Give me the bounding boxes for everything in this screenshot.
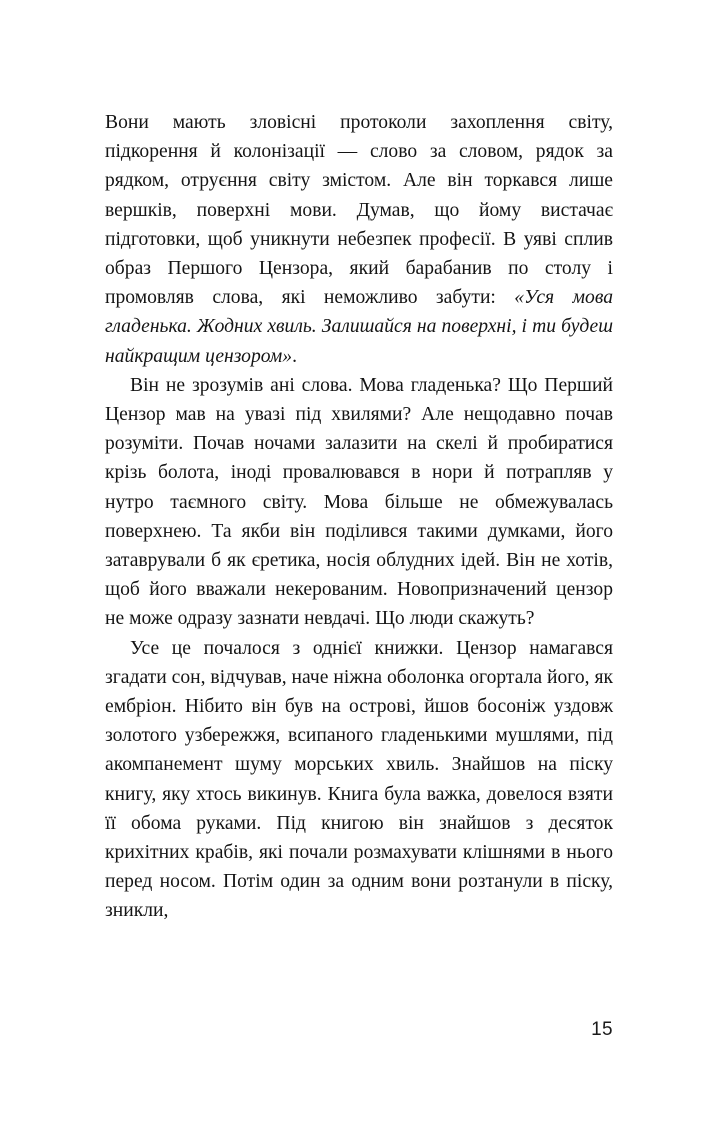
page-number: 15 [591,1019,613,1040]
paragraph-2: Він не зрозумів ані слова. Мова гладенька? Що Перший Цензор мав на увазі під хвилями? Але нещодавно почав розуміти. Почав ночами залазити на скелі й пробиратися крізь болота, іноді провалювався в нори й потрапляв у нутро таємного світу. Мова більше не обмежувалась поверхнею. Та якби він поділився такими думками, його затаврували б як єретика, носія облудних ідей. Він не хотів, щоб його вважали некерованим. Новопризначений цензор не може одразу зазнати невдачі. Що люди скажуть? [105,374,613,630]
paragraph-1-tail-text: . [292,345,298,367]
paragraph-1-lead-text: Вони мають зловісні протоколи захоплення світу, підкорення й колонізації — слово за словом, рядок за рядком, отруєння світу змістом. Але він торкався лише вершків, поверхні мови. Думав, що йому вистачає підготовки, щоб уникнути небезпек професії. В уяві сплив образ Першого Цензора, який барабанив по столу і промовляв слова, які неможливо забути: [105,112,613,309]
paragraph-3: Усе це почалося з однієї книжки. Цензор намагався згадати сон, відчував, наче ніжна оболонка огортала його, як ембріон. Нібито він був на острові, йшов босоніж уздовж золотого узбережжя, всипаного гладенькими мушлями, під акомпанемент шуму морських хвиль. Знайшов на піску книгу, яку хтось викинув. Книга була важка, довелося взяти її обома руками. Під книгою він знайшов з десяток крихітних крабів, які почали розмахувати клішнями в нього перед носом. Потім один за одним вони розтанули в піску, зникли, [105,637,613,922]
paragraph-1 [105,108,613,371]
censor-quote-italic: «Уся мова гладенька. Жодних хвиль. Залишайся на поверхні, і ти будеш найкращим цензором» [105,287,613,367]
body-text-block [105,108,613,926]
